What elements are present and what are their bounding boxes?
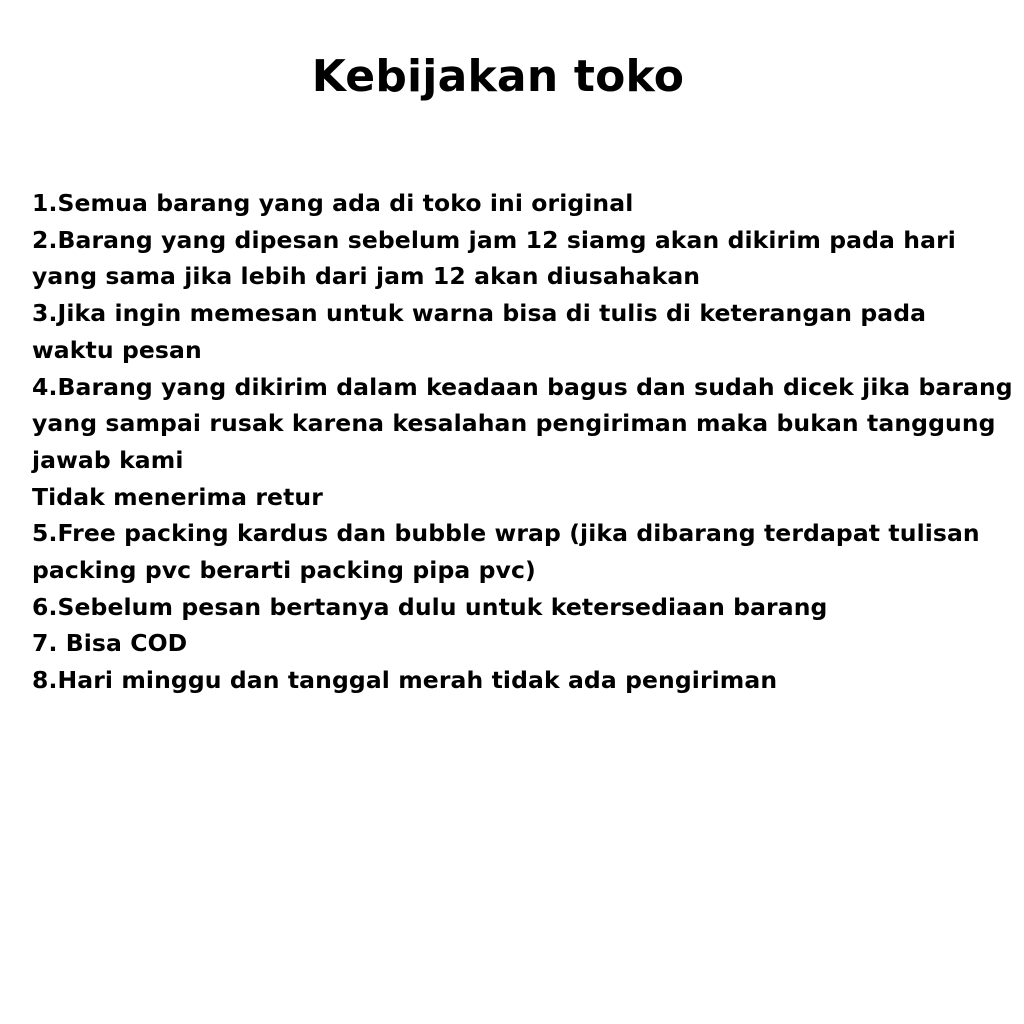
policy-line-10: 5.Free packing kardus dan bubble wrap (jika dibarang terdapat tulisan [32, 519, 980, 548]
policy-line-4: 3.Jika ingin memesan untuk warna bisa di tulis di keterangan pada [32, 299, 927, 328]
policy-line-12: 6.Sebelum pesan bertanya dulu untuk ketersediaan barang [32, 592, 828, 621]
policy-line-7: yang sampai rusak karena kesalahan pengiriman maka bukan tanggung [32, 409, 996, 438]
policy-line-2: 2.Barang yang dipesan sebelum jam 12 siamg akan dikirim pada hari [32, 225, 956, 254]
policy-line-11: packing pvc berarti packing pipa pvc) [32, 556, 536, 585]
policy-list [32, 185, 1013, 699]
policy-line-5: waktu pesan [32, 335, 202, 364]
policy-line-14: 8.Hari minggu dan tanggal merah tidak ada pengiriman [32, 666, 778, 695]
policy-line-9: Tidak menerima retur [32, 482, 323, 511]
policy-line-13: 7. Bisa COD [32, 629, 188, 658]
policy-line-8: jawab kami [32, 445, 184, 474]
policy-line-1: 1.Semua barang yang ada di toko ini original [32, 189, 634, 217]
policy-line-3: yang sama jika lebih dari jam 12 akan diusahakan [32, 262, 701, 291]
page-title: Kebijakan toko [311, 51, 685, 102]
policy-line-6: 4.Barang yang dikirim dalam keadaan bagus dan sudah dicek jika barang [32, 372, 1013, 401]
